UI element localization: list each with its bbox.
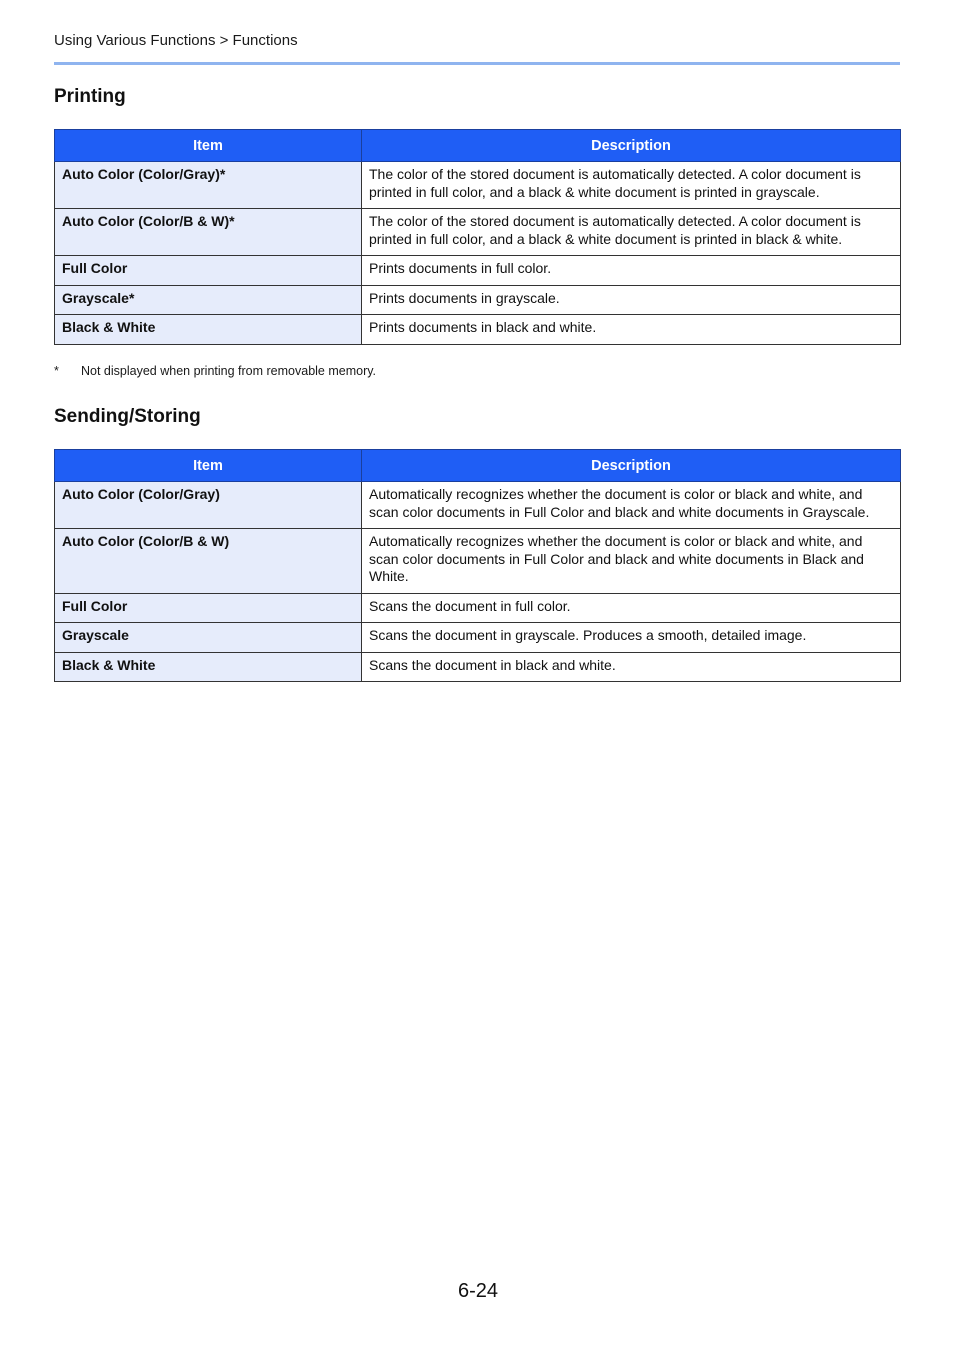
description-cell: The color of the stored document is automatically detected. A color document is printed in full color, and a black & white document is printed in black & white. xyxy=(362,209,901,256)
item-cell: Auto Color (Color/Gray) xyxy=(55,482,362,529)
description-cell: Scans the document in black and white. xyxy=(362,652,901,682)
table-row xyxy=(55,482,901,529)
footnote xyxy=(54,364,376,378)
table-row xyxy=(55,529,901,594)
column-header-description: Description xyxy=(362,450,901,482)
column-header-description: Description xyxy=(362,130,901,162)
table-header-row xyxy=(55,130,901,162)
item-cell: Black & White xyxy=(55,315,362,345)
item-cell: Auto Color (Color/Gray)* xyxy=(55,162,362,209)
column-header-item: Item xyxy=(55,130,362,162)
sending-storing-section-title: Sending/Storing xyxy=(54,406,201,427)
item-cell: Full Color xyxy=(55,593,362,623)
footnote-mark: * xyxy=(54,364,59,378)
table-row xyxy=(55,162,901,209)
header-divider xyxy=(54,62,900,65)
table-row xyxy=(55,209,901,256)
description-cell: Automatically recognizes whether the document is color or black and white, and scan color documents in Full Color and black and white documents in Black and White. xyxy=(362,529,901,594)
table-row xyxy=(55,623,901,653)
item-cell: Auto Color (Color/B & W) xyxy=(55,529,362,594)
description-cell: Prints documents in black and white. xyxy=(362,315,901,345)
table-row xyxy=(55,652,901,682)
description-cell: Scans the document in grayscale. Produces a smooth, detailed image. xyxy=(362,623,901,653)
table-row xyxy=(55,285,901,315)
printing-table xyxy=(54,129,901,345)
item-cell: Auto Color (Color/B & W)* xyxy=(55,209,362,256)
column-header-item: Item xyxy=(55,450,362,482)
description-cell: Automatically recognizes whether the document is color or black and white, and scan color documents in Full Color and black and white documents in Grayscale. xyxy=(362,482,901,529)
item-cell: Full Color xyxy=(55,256,362,286)
description-cell: Prints documents in full color. xyxy=(362,256,901,286)
printing-section-title: Printing xyxy=(54,86,126,107)
footnote-text: Not displayed when printing from removable memory. xyxy=(81,364,377,378)
item-cell: Grayscale xyxy=(55,623,362,653)
table-row xyxy=(55,256,901,286)
item-cell: Grayscale* xyxy=(55,285,362,315)
description-cell: Prints documents in grayscale. xyxy=(362,285,901,315)
sending-storing-table xyxy=(54,449,901,682)
breadcrumb: Using Various Functions > Functions xyxy=(54,32,298,49)
description-cell: Scans the document in full color. xyxy=(362,593,901,623)
table-header-row xyxy=(55,450,901,482)
description-cell: The color of the stored document is automatically detected. A color document is printed in full color, and a black & white document is printed in grayscale. xyxy=(362,162,901,209)
table-row xyxy=(55,315,901,345)
item-cell: Black & White xyxy=(55,652,362,682)
table-row xyxy=(55,593,901,623)
page-number: 6-24 xyxy=(458,1280,499,1302)
